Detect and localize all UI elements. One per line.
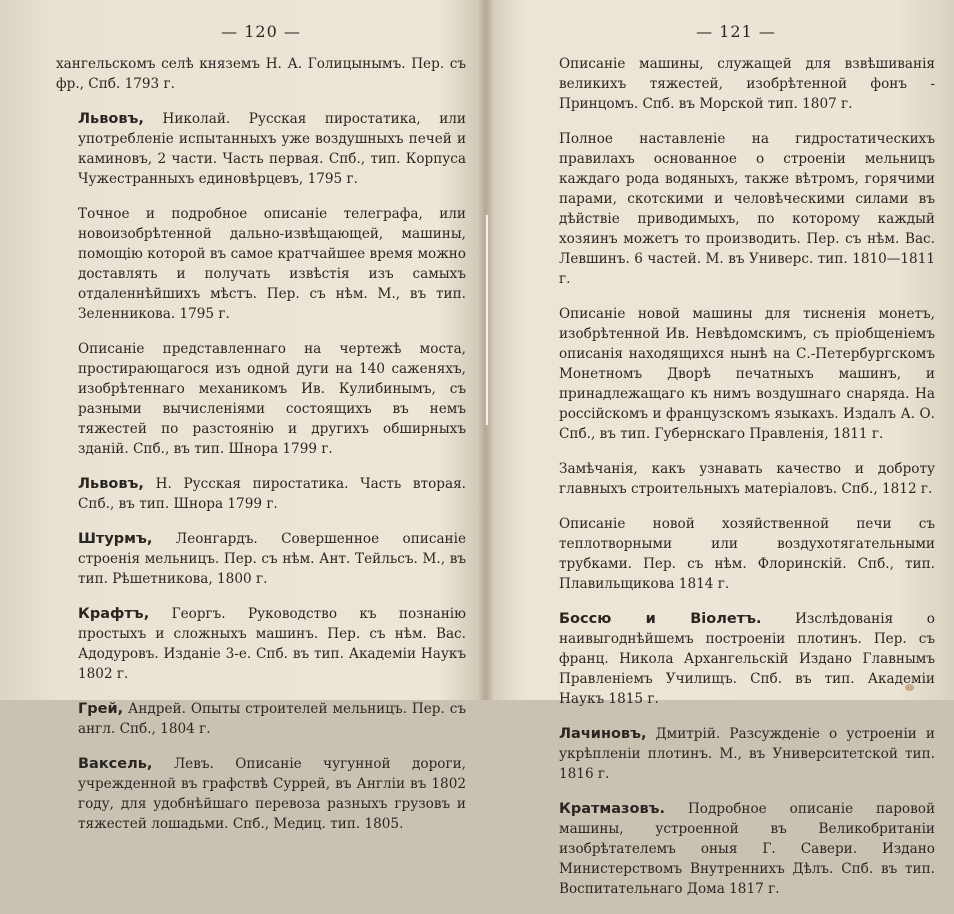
entry-text: Полное наставленіе на гидростатическихъ правилахъ основанное о строеніи мельницъ каждаго рода водяныхъ, также вѣтромъ, горячими парами, скотскими и человѣческими силами въ дѣйствіе приводимыхъ, по которому каждый хозяинъ можетъ то производить. Пер. съ нѣм. Вас. Левшинъ. 6 частей. М. въ Универс. тип. 1810—1811 г. (559, 131, 935, 287)
entry-author: Крафтъ, (78, 606, 150, 622)
bibliography-entry (56, 604, 466, 684)
page-number-left: — 120 — (221, 22, 301, 41)
entry-text: Дмитрій. Разсужденіе о устроеніи и укрѣпленіи плотинъ. М., въ Университетской тип. 1816 г. (559, 726, 935, 782)
right-page (537, 22, 935, 914)
entry-text: хангельскомъ селѣ княземъ Н. А. Голицынымъ. Пер. съ фр., Спб. 1793 г. (56, 56, 466, 92)
left-page (56, 22, 466, 849)
binding-thread (485, 215, 488, 425)
bibliography-entry (537, 609, 935, 709)
entry-text: Описаніе новой машины для тисненія монетъ, изобрѣтенной Ив. Невѣдомскимъ, съ пріобщеніемъ описанія находящихся нынѣ на С.-Петербургскомъ Монетномъ Дворѣ печатныхъ машинъ, и принадлежащаго къ нимъ воздушнаго снаряда. На россійскомъ и французскомъ языкахъ. Издалъ А. О. Спб., въ тип. Губернскаго Правленія, 1811 г. (559, 306, 935, 442)
entry-author: Ваксель, (78, 756, 153, 772)
bibliography-entry (56, 339, 466, 459)
bibliography-entry (56, 109, 466, 189)
entry-text: Андрей. Опыты строителей мельницъ. Пер. съ англ. Спб., 1804 г. (78, 701, 466, 737)
entry-text: Подробное описаніе паровой машины, устроенной въ Великобританіи изобрѣтателемъ оныя Г. Савери. Издано Министерствомъ Внутреннихъ Дѣлъ. Спб. въ тип. Воспитательнаго Дома 1817 г. (559, 801, 935, 897)
entry-text: Описаніе новой хозяйственной печи съ теплотворными или воздухотягательными трубками. Пер. съ нѣм. Флоринскій. Спб., тип. Плавильщикова 1814 г. (559, 516, 935, 592)
bibliography-entry (56, 529, 466, 589)
bibliography-entry (56, 754, 466, 834)
bibliography-entry (537, 54, 935, 114)
page-number-right: — 121 — (696, 22, 776, 41)
bibliography-entry (537, 724, 935, 784)
right-entries (537, 54, 935, 899)
bibliography-entry (537, 129, 935, 289)
bibliography-entry (537, 514, 935, 594)
entry-author: Львовъ, (78, 111, 144, 127)
entry-author: Штурмъ, (78, 531, 153, 547)
bibliography-entry (56, 204, 466, 324)
entry-text: Н. Русская пиростатика. Часть вторая. Спб., въ тип. Шнора 1799 г. (78, 476, 466, 512)
entry-author: Боссю и Віолетъ. (559, 611, 762, 627)
entry-text: Николай. Русская пиростатика, или употребленіе испытанныхъ уже воздушныхъ печей и каминовъ, 2 части. Часть первая. Спб., тип. Корпуса Чужестранныхъ единовѣрцевъ, 1795 г. (78, 111, 466, 187)
bibliography-entry (56, 474, 466, 514)
bibliography-entry (537, 799, 935, 899)
entry-text: Точное и подробное описаніе телеграфа, или новоизобрѣтенной дально-извѣщающей, машины, помощію которой въ самое кратчайшее время можно доставлять и получать извѣстія изъ самыхъ отдаленнѣйшихъ мѣстъ. Пер. съ нѣм. М., въ тип. Зеленникова. 1795 г. (78, 206, 466, 322)
entry-author: Грей, (78, 701, 124, 717)
entry-text: Левъ. Описаніе чугунной дороги, учрежденной въ графствѣ Суррей, въ Англіи въ 1802 году, для удобнѣйшаго перевоза разныхъ грузовъ и тяжестей лошадьми. Спб., Медиц. тип. 1805. (78, 756, 466, 832)
entry-text: Описаніе машины, служащей для взвѣшиванія великихъ тяжестей, изобрѣтенной фонъ - Принцомъ. Спб. въ Морской тип. 1807 г. (559, 56, 935, 112)
entry-text: Описаніе представленнаго на чертежѣ моста, простирающагося изъ одной дуги на 140 саженяхъ, изобрѣтеннаго механикомъ Ив. Кулибинымъ, съ разными вычисленіями состоящихъ въ немъ тяжестей по разстоянію и другихъ обширныхъ зданій. Спб., въ тип. Шнора 1799 г. (78, 341, 466, 457)
bibliography-entry (56, 699, 466, 739)
bibliography-entry (537, 304, 935, 444)
entry-text: Леонгардъ. Совершенное описаніе строенія мельницъ. Пер. съ нѣм. Ант. Тейльсъ. М., въ тип. Рѣшетникова, 1800 г. (78, 531, 466, 587)
entry-author: Кратмазовъ. (559, 801, 666, 817)
entry-text: Изслѣдованія о наивыгоднѣйшемъ построеніи плотинъ. Пер. съ франц. Никола Архангельскій Издано Главнымъ Правленіемъ Училищъ. Спб. въ тип. Академіи Наукъ 1815 г. (559, 611, 935, 707)
entry-author: Лачиновъ, (559, 726, 647, 742)
entry-author: Львовъ, (78, 476, 144, 492)
entry-text: Георгъ. Руководство къ познанію простыхъ и сложныхъ машинъ. Пер. съ нѣм. Вас. Адодуровъ. Изданіе 3-е. Спб. въ тип. Академіи Наукъ 1802 г. (78, 606, 466, 682)
bibliography-entry (537, 459, 935, 499)
left-entries (56, 54, 466, 834)
bibliography-entry (56, 54, 466, 94)
entry-text: Замѣчанія, какъ узнавать качество и доброту главныхъ строительныхъ матеріаловъ. Спб., 1812 г. (559, 461, 935, 497)
